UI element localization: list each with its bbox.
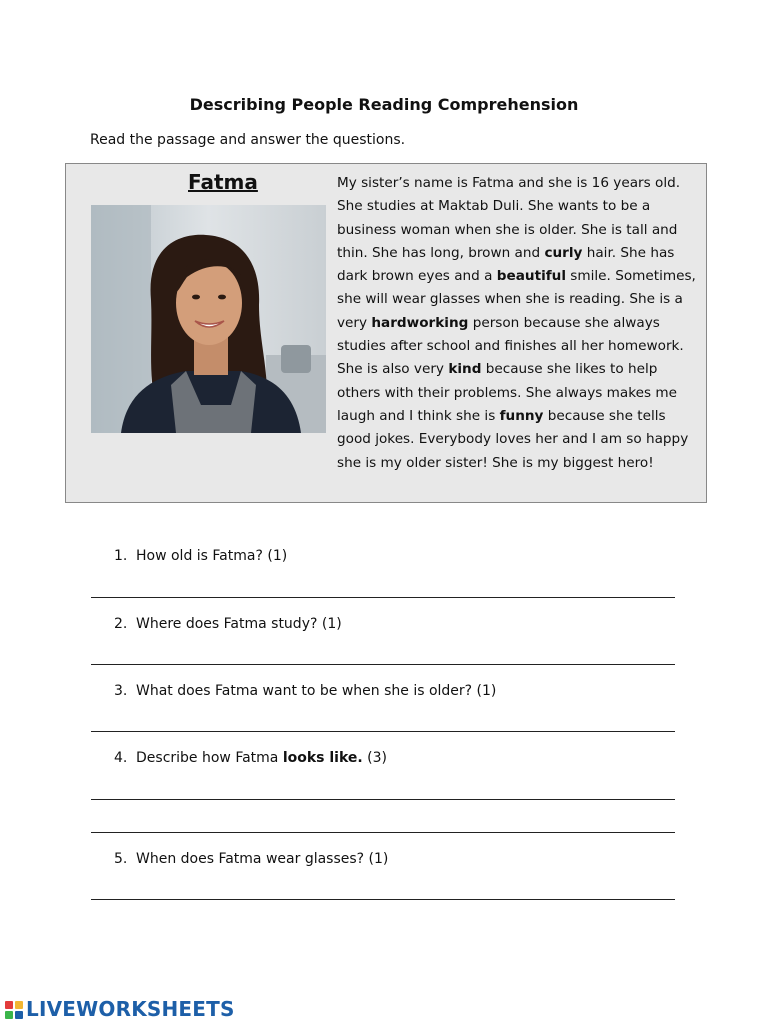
instruction-text: Read the passage and answer the questions. [90, 132, 406, 148]
answer-line-1[interactable] [91, 597, 675, 598]
question-3: 3. What does Fatma want to be when she is older? (1) [114, 683, 497, 699]
answer-line-4b[interactable] [91, 832, 675, 833]
liveworksheets-logo-icon [3, 998, 25, 1020]
fatma-photo [91, 205, 326, 433]
liveworksheets-logo[interactable] [3, 996, 235, 1022]
question-5: 5. When does Fatma wear glasses? (1) [114, 851, 389, 867]
passage-text: My sister’s name is Fatma and she is 16 years old. She studies at Maktab Duli. She wants to be a business woman when she is older. She is tall and thin. She has long, brown and curly hair. She has dark brown eyes and a beautiful smile. Sometimes, she will wear glasses when she is reading. She is a very hardworking person because she always studies after school and finishes all her homework. She is also very kind because she likes to help others with their problems. She always makes me laugh and I think she is funny because she tells good jokes. Everybody loves her and I am so happy she is my older sister! She is my biggest hero! [337, 175, 696, 471]
question-4: 4. Describe how Fatma looks like. (3) [114, 750, 388, 766]
answer-line-3[interactable] [91, 731, 675, 732]
question-2: 2. Where does Fatma study? (1) [114, 616, 342, 632]
passage-name-heading: Fatma [188, 170, 258, 194]
answer-line-5[interactable] [91, 899, 675, 900]
answer-line-4a[interactable] [91, 799, 675, 800]
worksheet-title: Describing People Reading Comprehension [189, 95, 579, 114]
logo-text: LIVEWORKSHEETS [26, 997, 235, 1021]
portrait-image [91, 205, 326, 433]
passage-box [65, 163, 707, 503]
answer-line-2[interactable] [91, 664, 675, 665]
question-1: 1. How old is Fatma? (1) [114, 548, 288, 564]
